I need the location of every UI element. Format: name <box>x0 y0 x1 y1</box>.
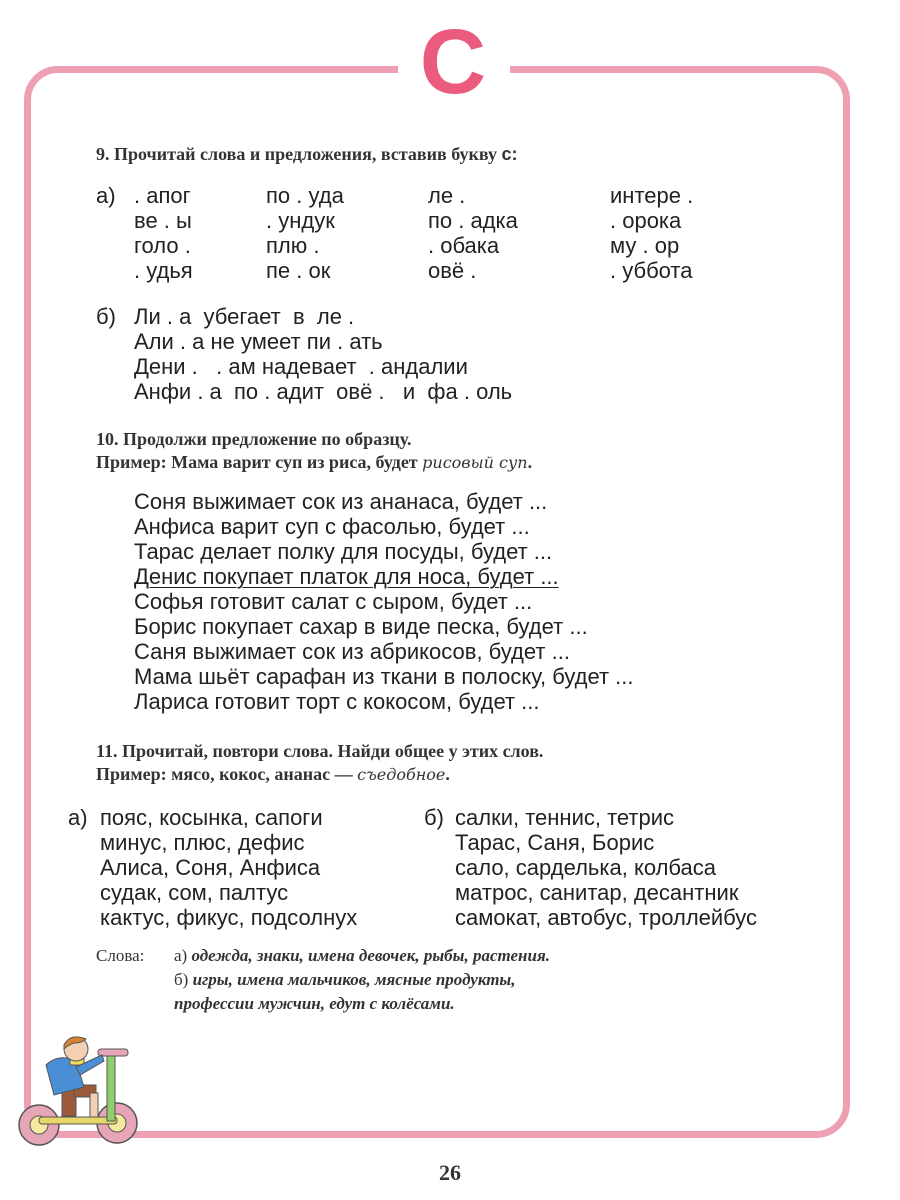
word-item: . ундук <box>266 208 335 233</box>
word-item: . апог <box>134 183 191 208</box>
task10-title: 10. Продолжи предложение по образцу. <box>96 429 412 449</box>
word-item: пе . ок <box>266 258 331 283</box>
word-group: салки, теннис, тетрис <box>455 805 675 830</box>
task9-title <box>96 143 518 166</box>
words-a <box>174 944 550 967</box>
sentence-item: Али . а не умеет пи . ать <box>134 329 383 354</box>
task9-col-1 <box>134 183 193 283</box>
task10-example-prefix: Пример: Мама варит суп из риса, будет <box>96 452 423 472</box>
task9-part-a-label: а) <box>96 183 116 208</box>
task9-part-b-label: б) <box>96 304 116 329</box>
word-group: сало, сарделька, колбаса <box>455 855 716 880</box>
word-item: . орока <box>610 208 682 233</box>
word-item: ле . <box>428 183 466 208</box>
task11-part-b-label: б) <box>424 805 444 830</box>
sentence-item: Софья готовит салат с сыром, будет ... <box>134 589 533 614</box>
word-item: . уббота <box>610 258 693 283</box>
word-item: . обака <box>428 233 500 258</box>
word-item: голо . <box>134 233 191 258</box>
word-group: матрос, санитар, десантник <box>455 880 739 905</box>
boy-on-scooter-illustration <box>14 1035 144 1150</box>
sentence-item: Тарас делает полку для посуды, будет ... <box>134 539 553 564</box>
task11-example-answer: съедобное <box>357 765 446 784</box>
word-item: по . уда <box>266 183 344 208</box>
words-b-cont <box>174 992 455 1015</box>
sentence-item: Ли . а убегает в ле . <box>134 304 355 329</box>
words-b-label: б) <box>174 970 189 989</box>
word-group: Тарас, Саня, Борис <box>455 830 655 855</box>
page-number: 26 <box>439 1160 461 1185</box>
word-item: интере . <box>610 183 694 208</box>
words-a-text: одежда, знаки, имена девочек, рыбы, растения. <box>191 946 550 965</box>
word-item: ве . ы <box>134 208 192 233</box>
word-group: пояс, косынка, сапоги <box>100 805 323 830</box>
sentence-item: Денис покупает платок для носа, будет ... <box>134 564 559 589</box>
task11-example-suffix: . <box>445 764 450 784</box>
word-item: . удья <box>134 258 193 283</box>
words-b-text-1: игры, имена мальчиков, мясные продукты, <box>192 970 516 989</box>
task9-col-3 <box>428 183 518 283</box>
task9-col-2 <box>266 183 344 283</box>
word-group: самокат, автобус, троллейбус <box>455 905 758 930</box>
words-label: Слова: <box>96 946 145 965</box>
sentence-item: Анфиса варит суп с фасолью, будет ... <box>134 514 530 539</box>
task10-example-suffix: . <box>527 452 533 472</box>
word-group: минус, плюс, дефис <box>100 830 305 855</box>
sentence-item: Мама шьёт сарафан из ткани в полоску, будет ... <box>134 664 634 689</box>
word-item: му . ор <box>610 233 680 258</box>
sentence-item: Лариса готовит торт с кокосом, будет ... <box>134 689 540 714</box>
sentence-item: Саня выжимает сок из абрикосов, будет ... <box>134 639 570 664</box>
word-item: овё . <box>428 258 477 283</box>
task11-example <box>96 763 450 786</box>
word-group: судак, сом, палтус <box>100 880 289 905</box>
section-letter: С <box>419 11 487 113</box>
sentence-item: Соня выжимает сок из ананаса, будет ... <box>134 489 548 514</box>
sentence-item: Анфи . а по . адит овё . и фа . оль <box>134 379 513 404</box>
task9-sentences <box>134 304 512 404</box>
word-group: Алиса, Соня, Анфиса <box>100 855 321 880</box>
sentence-item: Дени . . ам надевает . андалии <box>134 354 468 379</box>
task11-title: 11. Прочитай, повтори слова. Найди общее у этих слов. <box>96 741 544 761</box>
words-b <box>174 968 515 991</box>
task10-example-answer: рисовый суп <box>422 453 528 472</box>
task10-example <box>96 451 532 474</box>
task9-title-letter: с: <box>501 144 518 164</box>
task11-part-a-label: а) <box>68 805 88 830</box>
sentence-item: Борис покупает сахар в виде песка, будет ... <box>134 614 588 639</box>
words-b-text-2: профессии мужчин, едут с колёсами. <box>174 994 455 1013</box>
words-a-label: а) <box>174 946 188 965</box>
word-item: по . адка <box>428 208 518 233</box>
task11-part-a <box>100 805 357 930</box>
task11-part-b <box>455 805 757 930</box>
task11-example-prefix: Пример: мясо, кокос, ананас — <box>96 764 358 784</box>
task9-title-text: 9. Прочитай слова и предложения, вставив букву <box>96 144 498 164</box>
word-item: плю . <box>266 233 320 258</box>
task10-lines <box>134 489 634 714</box>
word-group: кактус, фикус, подсолнух <box>100 905 358 930</box>
task9-col-4 <box>610 183 693 283</box>
